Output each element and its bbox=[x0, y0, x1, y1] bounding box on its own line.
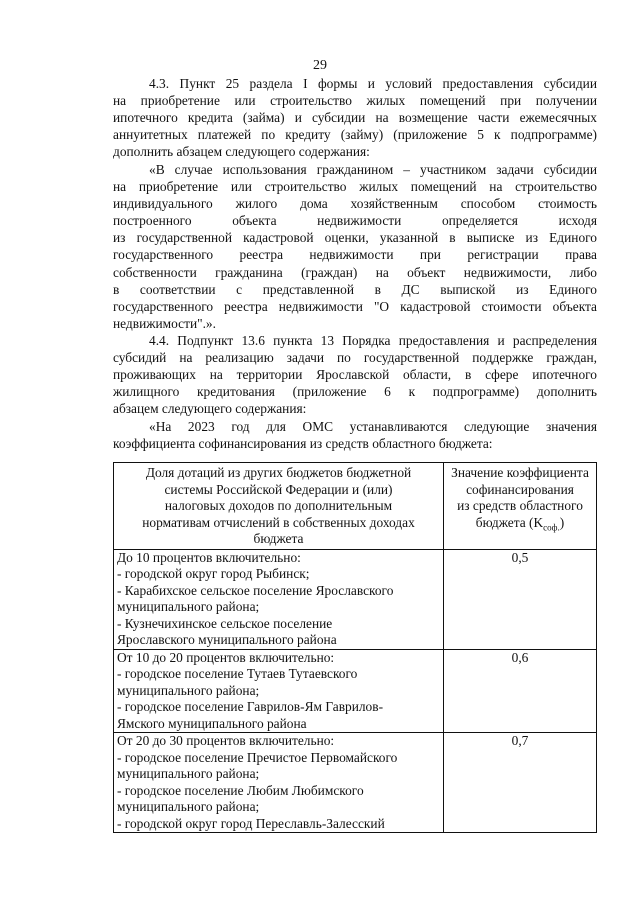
paragraph-quote bbox=[113, 161, 597, 332]
row-value-cell: 0,7 bbox=[444, 733, 597, 833]
row-value-cell: 0,6 bbox=[444, 649, 597, 733]
text-line: недвижимости".». bbox=[113, 315, 216, 331]
text-line: государственного реестра недвижимости при регистрации права bbox=[113, 247, 597, 263]
row-municipalities-cell: От 10 до 20 процентов включительно: - городское поселение Тутаев Тутаевского муниципального района; - городское поселение Гаврилов-Ям Гаврилов- Ямского муниципального района bbox=[114, 649, 444, 733]
text-line: собственности гражданина (граждан) на объект недвижимости, либо bbox=[113, 264, 597, 280]
text-line: на приобретение или строительство жилых помещений при получении bbox=[113, 93, 597, 109]
text-line: проживающих на территории Ярославской области, в сфере ипотечного bbox=[113, 367, 597, 383]
paragraph-4-3 bbox=[113, 75, 597, 160]
text-line: в соответствии с представленной в ДС выпиской из Единого bbox=[113, 281, 597, 297]
text-line: субсидий на реализацию задачи по государственной поддержке граждан, bbox=[113, 350, 597, 366]
text-line: из государственной кадастровой оценки, указанной в выписке из Единого bbox=[113, 230, 597, 246]
text-line: индивидуального жилого дома хозяйственным способом стоимость bbox=[113, 196, 597, 212]
text-line: государственного реестра недвижимости "О кадастровой стоимости объекта bbox=[113, 298, 597, 314]
header-cell-coefficient: Значение коэффициента софинансирования из средств областного бюджета $(K_{соф.})$ bbox=[444, 463, 597, 550]
paragraph-4-4 bbox=[113, 332, 597, 417]
row-municipalities-cell: До 10 процентов включительно: - городской округ город Рыбинск; - Карабихское сельское поселение Ярославского муниципального района; - Кузнечихинское сельское поселение Ярославского муниципального района bbox=[114, 549, 444, 649]
text-line: на приобретение или строительство жилых помещений на строительство bbox=[113, 179, 597, 195]
table-row bbox=[114, 649, 597, 733]
header-cell-share: Доля дотаций из других бюджетов бюджетной системы Российской Федерации и (или) налоговых доходов по дополнительным нормативам отчислений в собственных доходах бюджета bbox=[114, 463, 444, 550]
text-line: 4.3. Пункт 25 раздела I формы и условий предоставления субсидии bbox=[149, 76, 597, 91]
text-line: 4.4. Подпункт 13.6 пункта 13 Порядка предоставления и распределения bbox=[149, 333, 597, 348]
text-line: дополнить абзацем следующего содержания: bbox=[113, 144, 370, 160]
table-row bbox=[114, 549, 597, 649]
paragraph-table-intro bbox=[113, 418, 597, 452]
text-line: аннуитетных платежей по кредиту (займу) (приложение 5 к подпрограмме) bbox=[113, 127, 597, 143]
table-header-row bbox=[114, 463, 597, 550]
row-municipalities-cell: От 20 до 30 процентов включительно: - городское поселение Пречистое Первомайского муниципального района; - городское поселение Любим Любимского муниципального района; - городской округ город Переславль-Залесский bbox=[114, 733, 444, 833]
row-value-cell: 0,5 bbox=[444, 549, 597, 649]
text-line: построенного объекта недвижимости определяется исходя bbox=[113, 213, 597, 229]
page-number: 29 bbox=[313, 58, 327, 73]
text-line: коэффициента софинансирования из средств областного бюджета: bbox=[113, 436, 493, 452]
text-line: ипотечного кредита (займа) и субсидии на возмещение части ежемесячных bbox=[113, 110, 597, 126]
coefficient-table bbox=[113, 462, 597, 833]
text-line: жилищного кредитования (приложение 6 к подпрограмме) дополнить bbox=[113, 384, 597, 400]
text-line: «В случае использования гражданином – участником задачи субсидии bbox=[149, 162, 597, 177]
table-row bbox=[114, 733, 597, 833]
text-line: абзацем следующего содержания: bbox=[113, 401, 307, 417]
text-line: «На 2023 год для ОМС устанавливаются следующие значения bbox=[149, 419, 597, 434]
